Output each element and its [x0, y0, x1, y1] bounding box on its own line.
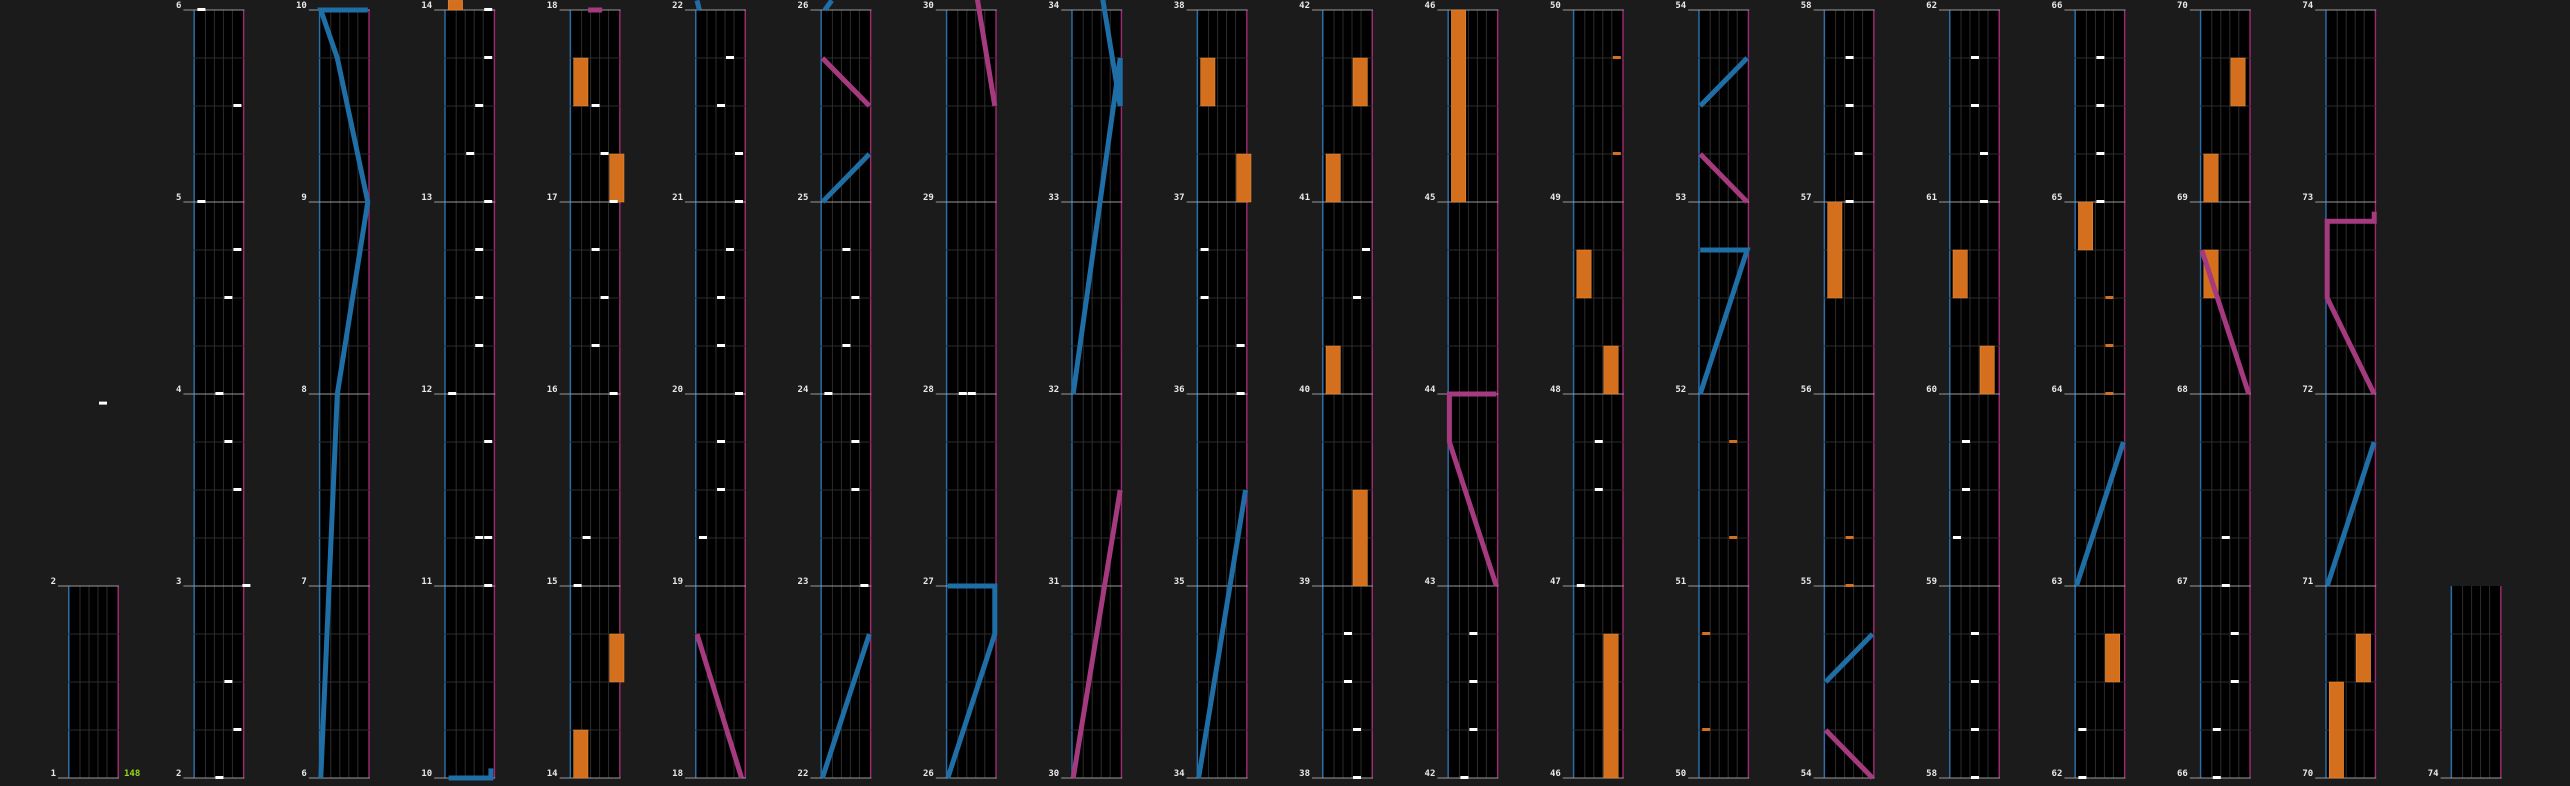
measure-number: 34	[1048, 1, 1060, 11]
note-chip	[1353, 296, 1361, 299]
note-chip	[2231, 632, 2239, 635]
measure-number: 13	[421, 193, 433, 203]
note-chip	[466, 152, 474, 155]
note-chip	[233, 104, 241, 107]
note-chip	[1595, 440, 1603, 443]
note-chip	[1237, 344, 1245, 347]
long-note	[610, 154, 624, 202]
note-chip	[1362, 248, 1370, 251]
note-chip	[735, 392, 743, 395]
note-chip	[1344, 632, 1352, 635]
measure-number: 20	[672, 385, 683, 395]
note-chip	[2213, 776, 2221, 779]
note-chip	[1846, 200, 1854, 203]
measure-number: 58	[1926, 769, 1937, 779]
note-chip	[475, 296, 483, 299]
measure-number: 59	[1926, 577, 1937, 587]
note-chip	[1953, 536, 1961, 539]
measure-number: 8	[301, 385, 307, 395]
measure-number: 16	[546, 385, 558, 395]
measure-number: 15	[546, 577, 558, 587]
measure-number: 71	[2302, 577, 2314, 587]
long-note	[1953, 250, 1967, 298]
measure-number: 18	[672, 769, 683, 779]
measure-number: 19	[672, 577, 683, 587]
note-chip	[484, 8, 492, 11]
note-chip	[475, 104, 483, 107]
note-chip	[448, 392, 456, 395]
note-chip	[1469, 680, 1477, 683]
note-chip	[1595, 488, 1603, 491]
chart-column	[2177, 0, 2251, 779]
measure-number: 31	[1048, 577, 1060, 587]
note-chip	[2213, 728, 2221, 731]
measure-number: 58	[1800, 1, 1812, 11]
note-chip	[1460, 776, 1468, 779]
chart-column	[1926, 0, 2000, 779]
note-chip	[735, 200, 743, 203]
chart-column	[2302, 1, 2376, 779]
long-note	[1604, 634, 1618, 778]
note-chip	[484, 536, 492, 539]
measure-number: 65	[2051, 193, 2063, 203]
measure-number: 51	[1675, 577, 1687, 587]
measure-number: 33	[1048, 193, 1060, 203]
note-chip	[1971, 680, 1979, 683]
note-chip	[1344, 680, 1352, 683]
measure-number: 21	[672, 193, 683, 203]
measure-number: 53	[1675, 193, 1687, 203]
measure-number: 49	[1549, 193, 1561, 203]
note-chip	[215, 392, 223, 395]
chart-column	[2052, 0, 2126, 779]
chart-column	[1174, 0, 1251, 779]
left-laser	[697, 0, 699, 10]
long-note	[2078, 202, 2092, 250]
measure-number: 50	[1549, 1, 1561, 11]
measure-number: 36	[1173, 385, 1185, 395]
measure-number: 30	[922, 1, 934, 11]
note-chip	[601, 152, 609, 155]
note-chip	[1469, 632, 1477, 635]
measure-number: 9	[301, 193, 307, 203]
measure-number: 50	[1675, 769, 1687, 779]
note-chip	[2231, 680, 2239, 683]
chart-column	[1299, 0, 1373, 779]
measure-number: 35	[1173, 577, 1185, 587]
chart-column	[2428, 586, 2502, 779]
measure-number: 42	[1424, 769, 1436, 779]
note-chip	[242, 584, 250, 587]
note-chip	[224, 440, 232, 443]
measure-number: 23	[797, 577, 809, 587]
measure-number: 52	[1675, 385, 1687, 395]
note-chip	[484, 584, 492, 587]
measure-number: 40	[1299, 385, 1310, 395]
bpm-label: 148	[124, 769, 141, 779]
note-chip	[1846, 104, 1854, 107]
measure-number: 62	[2051, 769, 2063, 779]
note-chip	[583, 536, 591, 539]
measure-number: 46	[1549, 769, 1561, 779]
measure-number: 10	[295, 1, 307, 11]
measure-number: 17	[546, 193, 558, 203]
measure-number: 45	[1424, 193, 1436, 203]
measure-number: 55	[1800, 577, 1812, 587]
note-chip	[601, 296, 609, 299]
note-chip	[574, 584, 582, 587]
long-note	[574, 58, 588, 106]
fx-chip	[1729, 536, 1737, 539]
chart-column	[1048, 0, 1122, 779]
note-chip	[592, 248, 600, 251]
chart-column	[51, 402, 119, 779]
measure-number: 14	[421, 1, 433, 11]
note-chip	[224, 296, 232, 299]
measure-number: 14	[546, 769, 558, 779]
long-note	[1451, 10, 1465, 202]
chart-column	[176, 1, 250, 779]
note-chip	[726, 248, 734, 251]
measure-number: 5	[175, 193, 182, 203]
note-chip	[1962, 440, 1970, 443]
chart-column	[1801, 0, 1875, 779]
note-chip	[215, 776, 223, 779]
note-chip	[2096, 56, 2104, 59]
measure-number: 12	[421, 385, 433, 395]
measure-number: 74	[2302, 1, 2314, 11]
note-chip	[224, 680, 232, 683]
measure-number: 66	[2051, 1, 2063, 11]
fx-chip	[2105, 296, 2113, 299]
measure-number: 28	[922, 385, 934, 395]
measure-number: 57	[1800, 193, 1812, 203]
note-chip	[610, 200, 618, 203]
measure-number: 27	[922, 577, 934, 587]
note-chip	[99, 402, 107, 405]
long-note	[1604, 346, 1618, 394]
long-note	[1326, 346, 1340, 394]
measure-number: 22	[797, 769, 809, 779]
note-chip	[735, 152, 743, 155]
measure-number: 72	[2302, 385, 2314, 395]
measure-number: 4	[175, 385, 182, 395]
measure-number: 26	[797, 1, 809, 11]
note-chip	[475, 248, 483, 251]
long-note	[1353, 490, 1367, 586]
fx-chip	[1702, 632, 1710, 635]
note-chip	[233, 248, 241, 251]
measure-number: 61	[1926, 193, 1937, 203]
note-chip	[717, 440, 725, 443]
measure-number: 22	[672, 1, 683, 11]
measure-number: 69	[2176, 193, 2188, 203]
long-note	[1353, 58, 1367, 106]
measure-number: 39	[1299, 577, 1310, 587]
note-chip	[475, 536, 483, 539]
measure-number: 6	[301, 769, 307, 779]
note-chip	[1971, 776, 1979, 779]
long-note	[1980, 346, 1994, 394]
note-chip	[1237, 392, 1245, 395]
note-chip	[824, 392, 832, 395]
note-chip	[699, 536, 707, 539]
note-chip	[2096, 104, 2104, 107]
measure-number: 43	[1424, 577, 1436, 587]
note-chip	[968, 392, 976, 395]
chart-column	[547, 1, 624, 779]
note-chip	[717, 104, 725, 107]
note-chip	[484, 440, 492, 443]
measure-number: 74	[2427, 769, 2439, 779]
chart-column	[1550, 1, 1624, 779]
measure-number: 54	[1800, 769, 1812, 779]
note-chip	[1971, 56, 1979, 59]
note-chip	[851, 440, 859, 443]
chart-column	[672, 0, 746, 779]
note-chip	[1353, 728, 1361, 731]
measure-number: 10	[421, 769, 433, 779]
measure-number: 38	[1173, 1, 1185, 11]
measure-number: 25	[797, 193, 809, 203]
note-chip	[592, 344, 600, 347]
chart-column	[798, 0, 872, 779]
note-chip	[1980, 200, 1988, 203]
note-chip	[233, 488, 241, 491]
note-chip	[475, 344, 483, 347]
measure-number: 18	[546, 1, 558, 11]
note-chip	[842, 248, 850, 251]
chart-column	[421, 0, 495, 779]
measure-number: 32	[1048, 385, 1060, 395]
note-chip	[2078, 728, 2086, 731]
long-note	[610, 634, 624, 682]
note-chip	[1980, 152, 1988, 155]
note-chip	[717, 488, 725, 491]
measure-number: 66	[2176, 769, 2188, 779]
fx-chip	[2105, 392, 2113, 395]
measure-number: 62	[1926, 1, 1937, 11]
note-chip	[842, 344, 850, 347]
note-chip	[2096, 200, 2104, 203]
fx-chip	[2105, 344, 2113, 347]
long-note	[1577, 250, 1591, 298]
measure-number: 29	[922, 193, 934, 203]
measure-number: 47	[1549, 577, 1561, 587]
note-chip	[2222, 536, 2230, 539]
note-chip	[592, 104, 600, 107]
note-chip	[484, 56, 492, 59]
note-chip	[1577, 584, 1585, 587]
note-chip	[851, 296, 859, 299]
measure-number: 2	[50, 577, 56, 587]
note-chip	[1855, 152, 1863, 155]
measure-number: 63	[2051, 577, 2063, 587]
note-chip	[860, 584, 868, 587]
chart-column	[296, 1, 370, 779]
note-chip	[2096, 152, 2104, 155]
measure-number: 6	[175, 1, 182, 11]
long-note	[2204, 154, 2218, 202]
measure-number: 38	[1299, 769, 1310, 779]
note-chip	[1353, 776, 1361, 779]
note-chip	[197, 200, 205, 203]
fx-chip	[1846, 584, 1854, 587]
measure-number: 68	[2176, 385, 2188, 395]
measure-number: 67	[2176, 577, 2188, 587]
fx-chip	[1613, 152, 1621, 155]
long-note	[1237, 154, 1251, 202]
long-note	[2105, 634, 2119, 682]
measure-number: 42	[1299, 1, 1310, 11]
chart-column	[923, 0, 997, 779]
measure-number: 3	[175, 577, 182, 587]
note-chip	[2078, 776, 2086, 779]
measure-number: 48	[1549, 385, 1561, 395]
measure-number: 46	[1424, 1, 1436, 11]
long-note	[1828, 202, 1842, 298]
measure-number: 24	[797, 385, 809, 395]
long-note	[2329, 682, 2343, 778]
note-chip	[1201, 248, 1209, 251]
note-chip	[197, 8, 205, 11]
measure-number: 1	[50, 769, 56, 779]
note-chip	[717, 344, 725, 347]
measure-number: 11	[421, 577, 433, 587]
left-laser	[825, 0, 832, 10]
note-chip	[959, 392, 967, 395]
note-chip	[233, 728, 241, 731]
note-chip	[851, 488, 859, 491]
long-note	[574, 730, 588, 778]
measure-number: 56	[1800, 385, 1812, 395]
note-chip	[1469, 728, 1477, 731]
long-note	[1201, 58, 1215, 106]
fx-chip	[1846, 536, 1854, 539]
long-note	[2356, 634, 2370, 682]
measure-number: 73	[2302, 193, 2314, 203]
measure-number: 60	[1926, 385, 1937, 395]
measure-number: 70	[2302, 769, 2314, 779]
measure-number: 41	[1299, 193, 1310, 203]
note-chip	[1846, 56, 1854, 59]
note-chip	[1962, 488, 1970, 491]
chart-column	[1675, 0, 1749, 779]
long-note	[1326, 154, 1340, 202]
note-chip	[1971, 728, 1979, 731]
note-chip	[484, 200, 492, 203]
measure-number: 30	[1048, 769, 1060, 779]
long-note	[448, 0, 462, 10]
note-chip	[1201, 296, 1209, 299]
measure-number: 44	[1424, 385, 1436, 395]
measure-number: 54	[1675, 1, 1687, 11]
measure-number: 70	[2176, 1, 2188, 11]
measure-number: 2	[175, 769, 182, 779]
note-chip	[1971, 632, 1979, 635]
fx-chip	[1613, 56, 1621, 59]
measure-number: 64	[2051, 385, 2063, 395]
fx-chip	[1729, 440, 1737, 443]
long-note	[2231, 58, 2245, 106]
measure-number: 34	[1173, 769, 1185, 779]
fx-chip	[1702, 728, 1710, 731]
note-chip	[610, 392, 618, 395]
note-chip	[2222, 584, 2230, 587]
measure-number: 37	[1173, 193, 1185, 203]
note-chip	[726, 56, 734, 59]
note-chip	[717, 296, 725, 299]
chart-column	[1425, 0, 1502, 779]
measure-number: 26	[922, 769, 934, 779]
note-chip	[1971, 104, 1979, 107]
measure-number: 7	[301, 577, 307, 587]
